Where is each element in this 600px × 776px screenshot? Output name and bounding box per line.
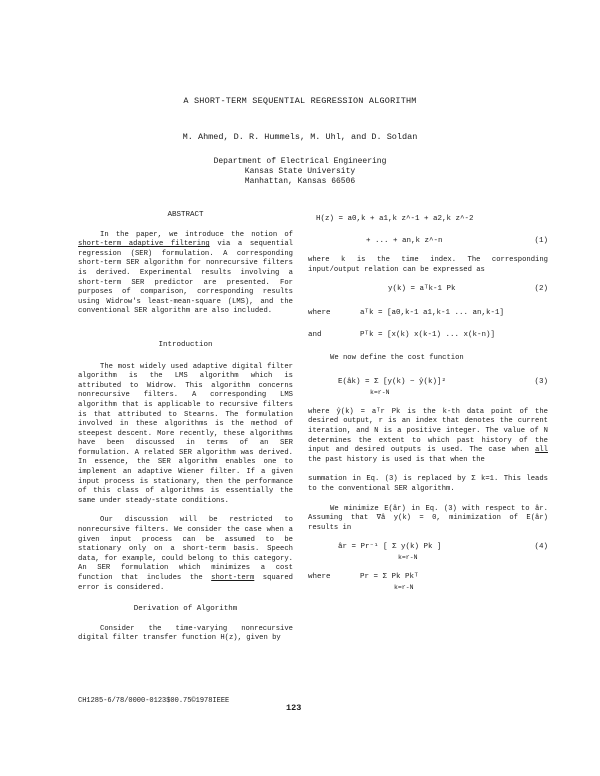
introduction-p2-pre: Our discussion will be restricted to nonrecursive filters. We consider the case when a given input process can be assumed to be stationary only on a short-term basis. Speech data, for example, could belong to this category. An SER formulation which minimizes a cost function that includes the bbox=[78, 516, 293, 582]
introduction-p2-underlined: short-term bbox=[211, 574, 255, 582]
introduction-p2 bbox=[78, 516, 293, 593]
and-label: and bbox=[308, 330, 322, 339]
page-number: 123 bbox=[286, 703, 302, 713]
right-p3-post: the past history is used is that when the bbox=[308, 455, 485, 464]
equation-2b bbox=[308, 331, 548, 341]
equation-5-body: Pr = Σ Pk Pkᵀ bbox=[360, 573, 419, 582]
abstract-heading: ABSTRACT bbox=[167, 211, 204, 219]
abstract-text-post: via a sequential regression (SER) formulation. A corresponding short-term SER algorithm for nonrecursive filters is derived. Experimental results involving a short-term SER predictor are presented. For purposes of comparison, corresponding results using Widrow's least-mean-square (LMS), and the conventional SER algorithm are also included. bbox=[78, 240, 293, 316]
equation-2b-body: Pᵀk = [x(k) x(k-1) ... x(k-n)] bbox=[360, 330, 496, 339]
equation-4 bbox=[308, 543, 548, 563]
right-p2: We now define the cost function bbox=[330, 354, 464, 363]
right-column bbox=[308, 215, 548, 593]
equation-1-line-2: + ... + an,k z^-n bbox=[366, 236, 443, 245]
equation-2-number: (2) bbox=[534, 285, 548, 294]
equation-2a-body: aᵀk = [a0,k-1 a1,k-1 ... an,k-1] bbox=[360, 308, 505, 317]
introduction-p1: The most widely used adaptive digital filter algorithm is the LMS algorithm which is attributed to Widrow. This algorithm concerns nonrecursive filters. A corresponding LMS algorithm that is applicable to recursive filters is that attributed to Stearns. The formulation involved in these algorithms is the method of steepest descent. More recently, these algorithms have been discussed in terms of an SER formulation. A related SER algorithm was derived. In essence, the SER algorithm enables one to implement an adaptive Wiener filter. If a given input process is stationary, then the performance of this class of algorithms is essentially the same under steady-state conditions. bbox=[78, 362, 293, 505]
footer-copyright: CH1285-6/78/0000-0123$00.75©1978IEEE bbox=[78, 697, 230, 705]
equation-2 bbox=[308, 285, 548, 295]
introduction-p2-post: squared error is considered. bbox=[78, 574, 293, 592]
right-p1: where k is the time index. The corresponding input/output relation can be expressed as bbox=[308, 256, 548, 274]
right-p3-underlined: all bbox=[535, 446, 548, 455]
equation-4-number: (4) bbox=[534, 543, 548, 552]
affiliation bbox=[0, 157, 600, 187]
affiliation-line-2: Kansas State University bbox=[244, 167, 356, 176]
abstract-text-underlined: short-term adaptive filtering bbox=[78, 240, 210, 249]
derivation-heading: Derivation of Algorithm bbox=[133, 605, 238, 614]
equation-2a bbox=[308, 309, 548, 319]
equation-3-number: (3) bbox=[534, 377, 548, 386]
affiliation-line-3: Manhattan, Kansas 66506 bbox=[244, 177, 356, 186]
derivation-p1: Consider the time-varying nonrecursive digital filter transfer function H(z), given by bbox=[78, 624, 293, 643]
equation-3-body: E(âk) = Σ [y(k) − ŷ(k)]² bbox=[338, 377, 447, 386]
equation-1-line-1: H(z) = a0,k + a1,k z^-1 + a2,k z^-2 bbox=[316, 215, 474, 223]
introduction-heading: Introduction bbox=[158, 340, 213, 349]
paper-title: A SHORT-TERM SEQUENTIAL REGRESSION ALGORITHM bbox=[183, 96, 417, 106]
equation-4-body: âr = Pr⁻¹ [ Σ y(k) Pk ] bbox=[338, 543, 442, 552]
equation-3-sub: k=r-N bbox=[370, 389, 390, 397]
right-p4: summation in Eq. (3) is replaced by Σ k=1. This leads to the conventional SER algorithm. bbox=[308, 475, 548, 493]
affiliation-line-1: Department of Electrical Engineering bbox=[213, 157, 387, 166]
right-p3-pre: where ŷ(k) = aᵀr Pk is the k-th data point of the desired output, r is an index that denotes the current iteration, and N is a positive integer. The value of N determines the extent to which past history of the input and desired outputs is used. The case when bbox=[308, 407, 548, 455]
paper-authors: M. Ahmed, D. R. Hummels, M. Uhl, and D. Soldan bbox=[182, 132, 418, 142]
equation-3 bbox=[308, 378, 548, 400]
equation-5 bbox=[308, 573, 548, 593]
equation-4-sub: k=r-N bbox=[398, 553, 418, 561]
right-p3 bbox=[308, 408, 548, 466]
equation-5-sub: k=r-N bbox=[394, 583, 414, 591]
where-label-2: where bbox=[308, 573, 331, 582]
equation-2-body: y(k) = aᵀk-1 Pk bbox=[388, 285, 456, 294]
equation-1 bbox=[308, 215, 548, 246]
abstract-text-pre: In the paper, we introduce the notion of bbox=[100, 230, 293, 239]
equation-1-number: (1) bbox=[534, 237, 548, 245]
left-column bbox=[78, 211, 293, 644]
abstract-text bbox=[78, 231, 293, 317]
where-label: where bbox=[308, 308, 331, 317]
right-p5: We minimize E(âr) in Eq. (3) with respect to âr. Assuming that ∇â y(k) = 0, minimization of E(âr) results in bbox=[308, 504, 548, 532]
